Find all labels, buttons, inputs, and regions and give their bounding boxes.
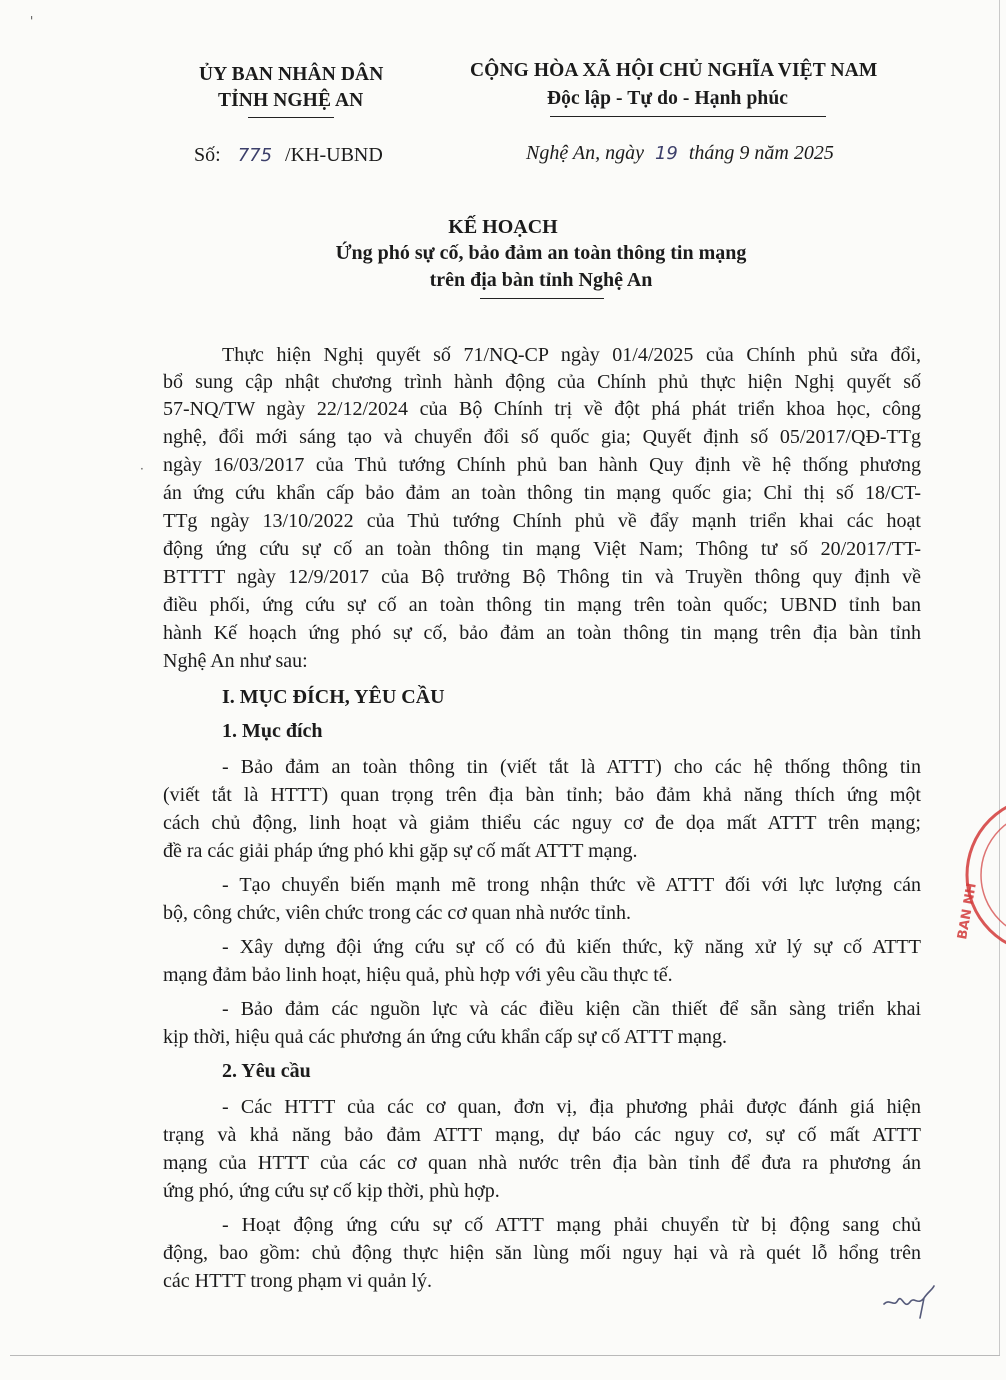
requirement-line: mạng của HTTT của các cơ quan nhà nước trên địa bàn tỉnh để đưa ra phương án [163,1152,921,1174]
subsection-purpose-heading: 1. Mục đích [222,720,323,742]
header-motto: Độc lập - Tự do - Hạnh phúc [547,88,789,109]
document-number [194,144,383,167]
requirement-line: trạng và khả năng bảo đảm ATTT mạng, dự báo các nguy cơ, sự cố mất ATTT [163,1124,921,1146]
purpose-line: bộ, công chức, viên chức trong các cơ quan nhà nước tỉnh. [163,902,631,924]
purpose-line: mạng đảm bảo linh hoạt, hiệu quả, phù hợp với yêu cầu thực tế. [163,964,673,986]
date-day-handwritten: 19 [654,143,678,164]
intro-line: hành Kế hoạch ứng phó sự cố, bảo đảm an toàn thông tin mạng trên địa bàn tỉnh [163,622,921,644]
intro-line: 57-NQ/TW ngày 22/12/2024 của Bộ Chính trị về đột phá phát triển khoa học, công [163,398,921,420]
intro-line: Thực hiện Nghị quyết số 71/NQ-CP ngày 01/4/2025 của Chính phủ sửa đổi, [222,344,921,366]
intro-line: án ứng cứu khẩn cấp bảo đảm an toàn thông tin mạng quốc gia; Chỉ thị số 18/CT- [163,482,921,504]
purpose-line: - Tạo chuyển biến mạnh mẽ trong nhận thức về ATTT đối với lực lượng cán [222,874,921,896]
scan-dot: · [140,462,144,476]
purpose-line: (viết tắt là HTTT) quan trọng trên địa bàn tỉnh; bảo đảm khả năng thích ứng một [163,784,921,806]
document-date [526,142,834,165]
requirement-line: ứng phó, ứng cứu sự cố kịp thời, phù hợp. [163,1180,500,1202]
intro-line: ngày 16/03/2017 của Thủ tướng Chính phủ ban hành Quy định về hệ thống phương [163,454,921,476]
scan-mark: ' [30,14,34,28]
page-edge-right [999,0,1000,1356]
requirement-line: các HTTT trong phạm vi quản lý. [163,1270,433,1292]
title-underline [480,298,604,299]
purpose-line: - Bảo đảm các nguồn lực và các điều kiện cần thiết để sẵn sàng triển khai [222,998,921,1020]
header-left-underline [248,117,334,118]
requirement-line: - Hoạt động ứng cứu sự cố ATTT mạng phải chuyển từ bị động sang chủ [222,1214,921,1236]
so-suffix: /KH-UBND [285,144,383,166]
header-org-line2: TỈNH NGHỆ AN [218,90,364,111]
plan-subtitle-2: trên địa bàn tỉnh Nghệ An [429,269,653,291]
purpose-line: đề ra các giải pháp ứng phó khi gặp sự cố mất ATTT mạng. [163,840,638,862]
intro-line: TTg ngày 13/10/2022 của Thủ tướng Chính phủ về đẩy mạnh triển khai các hoạt [163,510,921,532]
official-seal-icon [950,790,1006,960]
date-prefix: Nghệ An, ngày [526,142,644,164]
header-right-underline [550,116,826,117]
requirement-line: - Các HTTT của các cơ quan, đơn vị, địa phương phải được đánh giá hiện [222,1096,921,1118]
intro-line: động ứng cứu sự cố an toàn thông tin mạng Việt Nam; Thông tư số 20/2017/TT- [163,538,921,560]
purpose-line: - Xây dựng đội ứng cứu sự cố có đủ kiến thức, kỹ năng xử lý sự cố ATTT [222,936,921,958]
header-org-line1: ỦY BAN NHÂN DÂN [199,64,384,85]
intro-line: BTTTT ngày 12/9/2017 của Bộ trưởng Bộ Thông tin và Truyền thông quy định về [163,566,921,588]
requirement-line: động, bao gồm: chủ động thực hiện săn lùng mối nguy hại và rà quét lỗ hổng trên [163,1242,921,1264]
subsection-requirements-heading: 2. Yêu cầu [222,1060,311,1082]
plan-subtitle-1: Ứng phó sự cố, bảo đảm an toàn thông tin mạng [335,242,747,264]
plan-title: KẾ HOẠCH [448,216,558,238]
so-label: Số: [194,144,221,166]
page-edge-bottom [10,1355,1000,1356]
so-number-handwritten: 775 [237,145,273,166]
header-nation: CỘNG HÒA XÃ HỘI CHỦ NGHĨA VIỆT NAM [470,60,878,81]
purpose-line: kịp thời, hiệu quả các phương án ứng cứu khẩn cấp sự cố ATTT mạng. [163,1026,728,1048]
seal-text: BAN NH [955,881,980,941]
purpose-line: - Bảo đảm an toàn thông tin (viết tắt là ATTT) cho các hệ thống thông tin [222,756,921,778]
section-1-heading: I. MỤC ĐÍCH, YÊU CẦU [222,686,445,708]
intro-line: Nghệ An như sau: [163,650,308,672]
intro-line: điều phối, ứng cứu sự cố an toàn thông tin mạng trên toàn quốc; UBND tỉnh ban [163,594,921,616]
initials-signature-icon [880,1282,950,1322]
intro-line: bổ sung cập nhật chương trình hành động của Chính phủ thực hiện Nghị quyết số [163,371,921,393]
date-suffix: tháng 9 năm 2025 [688,142,834,164]
purpose-line: cách chủ động, linh hoạt và giảm thiểu các nguy cơ đe dọa mất ATTT trên mạng; [163,812,921,834]
intro-line: nghệ, đổi mới sáng tạo và chuyển đổi số quốc gia; Quyết định số 05/2017/QĐ-TTg [163,426,921,448]
